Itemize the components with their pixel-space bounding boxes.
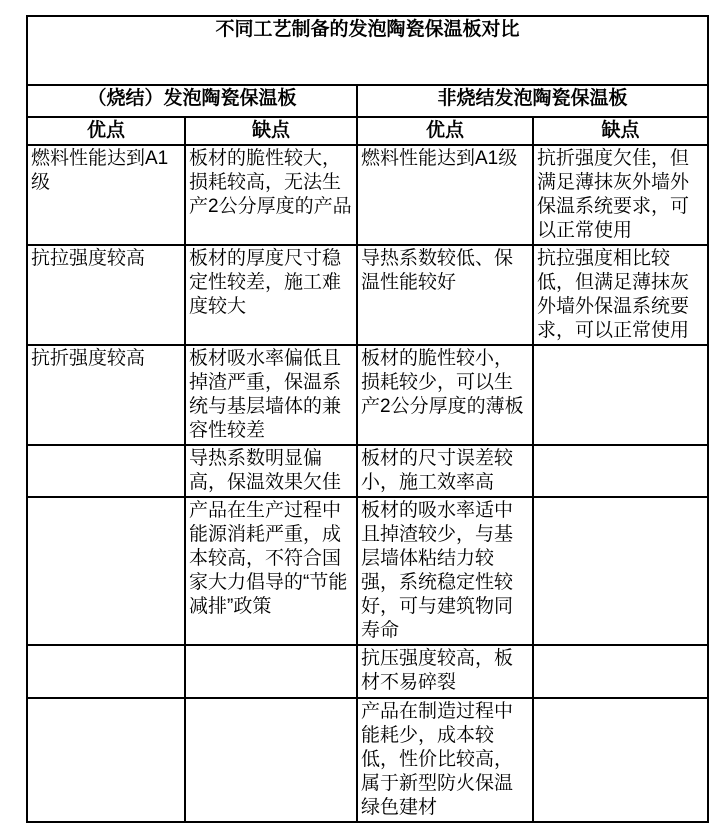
table-cell: 抗压强度较高，板材不易碎裂 (357, 645, 533, 698)
group-header-non-sintered: 非烧结发泡陶瓷保温板 (357, 85, 708, 117)
table-cell (533, 497, 708, 645)
table-cell: 板材的厚度尺寸稳定性较差，施工难度较大 (185, 245, 357, 345)
table-cell (27, 645, 185, 698)
column-header-disadvantages-sintered: 缺点 (185, 117, 357, 145)
table-cell (27, 445, 185, 497)
table-cell: 导热系数明显偏高，保温效果欠佳 (185, 445, 357, 497)
group-header-row (27, 85, 708, 117)
table-cell (533, 445, 708, 497)
table-cell: 抗折强度较高 (27, 345, 185, 445)
table-cell: 抗拉强度较高 (27, 245, 185, 345)
table-row (27, 645, 708, 698)
comparison-table (26, 15, 709, 823)
table-cell: 板材的脆性较小，损耗较少，可以生产2公分厚度的薄板 (357, 345, 533, 445)
table-cell: 板材的脆性较大，损耗较高，无法生产2公分厚度的产品 (185, 145, 357, 245)
column-header-disadvantages-non-sintered: 缺点 (533, 117, 708, 145)
table-cell (27, 698, 185, 822)
table-cell (533, 345, 708, 445)
table-cell (185, 645, 357, 698)
table-cell: 抗拉强度相比较低，但满足薄抹灰外墙外保温系统要求，可以正常使用 (533, 245, 708, 345)
table-cell (185, 698, 357, 822)
table-row (27, 445, 708, 497)
group-header-sintered: （烧结）发泡陶瓷保温板 (27, 85, 357, 117)
table-cell: 燃料性能达到A1级 (357, 145, 533, 245)
table-row (27, 345, 708, 445)
table-cell: 板材的吸水率适中且掉渣较少，与基层墙体粘结力较强，系统稳定性较好，可与建筑物同寿命 (357, 497, 533, 645)
table-cell: 板材的尺寸误差较小，施工效率高 (357, 445, 533, 497)
table-cell: 导热系数较低、保温性能较好 (357, 245, 533, 345)
table-cell: 产品在生产过程中能源消耗严重，成本较高，不符合国家大力倡导的“节能减排”政策 (185, 497, 357, 645)
table-cell: 抗折强度欠佳，但满足薄抹灰外墙外保温系统要求，可以正常使用 (533, 145, 708, 245)
page-title: 不同工艺制备的发泡陶瓷保温板对比 (27, 16, 708, 85)
table-row (27, 698, 708, 822)
table-row (27, 245, 708, 345)
column-header-advantages-sintered: 优点 (27, 117, 185, 145)
table-cell: 产品在制造过程中能耗少，成本较低，性价比较高，属于新型防火保温绿色建材 (357, 698, 533, 822)
column-header-advantages-non-sintered: 优点 (357, 117, 533, 145)
table-row (27, 497, 708, 645)
table-cell (533, 698, 708, 822)
table-cell: 板材吸水率偏低且掉渣严重，保温系统与基层墙体的兼容性较差 (185, 345, 357, 445)
table-cell (533, 645, 708, 698)
title-row (27, 16, 708, 85)
table-row (27, 145, 708, 245)
table-cell: 燃料性能达到A1级 (27, 145, 185, 245)
table-cell (27, 497, 185, 645)
column-header-row (27, 117, 708, 145)
